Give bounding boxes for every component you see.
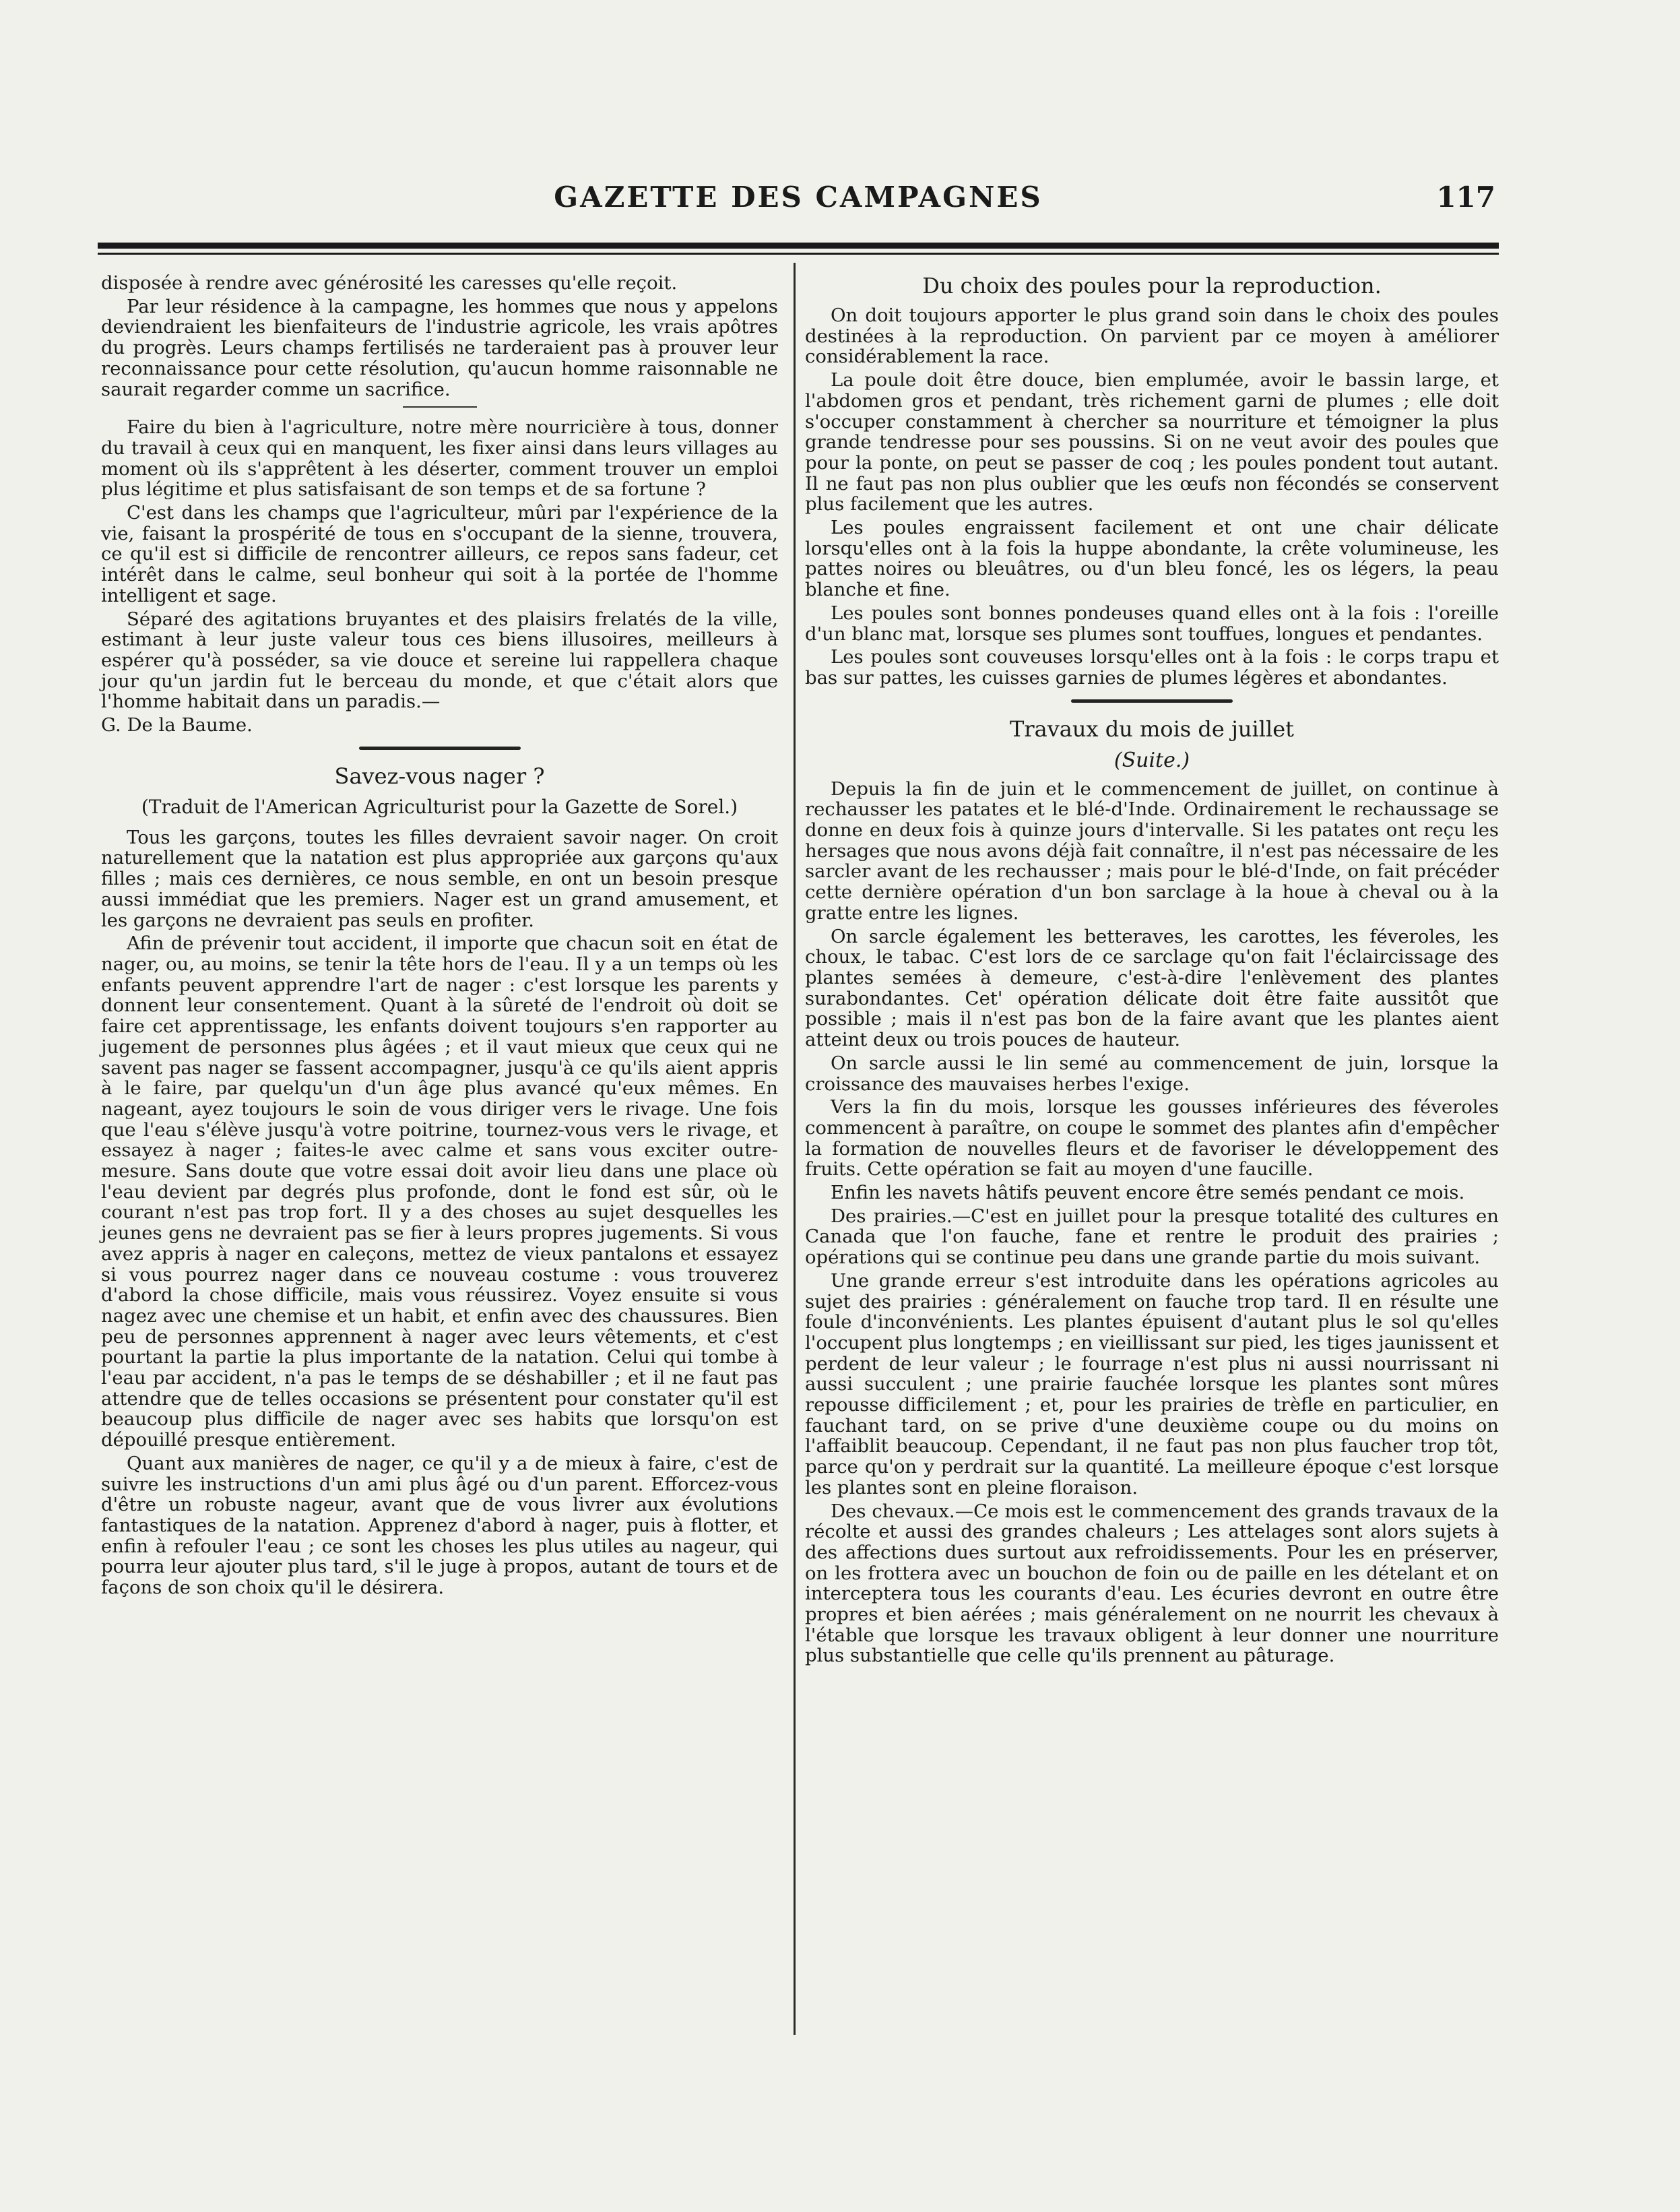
paragraph: C'est dans les champs que l'agriculteur, mûri par l'expérience de la vie, faisant la prospérité de tous en s'occupant de la sienne, trouvera, ce qu'il est si difficile de rencontrer ailleurs, ce repos sans fadeur, cet intérêt dans le calme, seul bonheur qui soit à la portée de l'homme intelligent et sage. (101, 502, 778, 606)
paragraph: Des chevaux.—Ce mois est le commencement des grands travaux de la récolte et aussi des grandes chaleurs ; Les attelages sont alors sujets à des affections dues surtout aux refroidissements. Pour les en préserver, on les frottera avec un bouchon de foin ou de paille en les dételant et on interceptera tous les courants d'eau. Les écuries devront en outre être propres et bien aérées ; mais généralement on ne nourrit les chevaux à l'étable que lorsque les travaux obligent à leur donner une nourriture plus substantielle que celle qu'ils prennent au pâturage. (805, 1500, 1499, 1667)
paragraph: On sarcle également les betteraves, les carottes, les féveroles, les choux, le tabac. C'est lors de ce sarclage qu'on fait l'éclaircissage des plantes semées à demeure, c'est-à-dire l'enlèvement des plantes surabondantes. Cet' opération délicate doit être faite aussitôt que possible ; mais il n'est pas bon de la faire avant que les plantes aient atteint deux ou trois pouces de hauteur. (805, 925, 1499, 1051)
ornamental-divider (359, 747, 521, 750)
header-rule-thin (98, 253, 1499, 255)
paragraph: La poule doit être douce, bien emplumée, avoir le bassin large, et l'abdomen gros et pendant, très richement garni de plumes ; elle doit s'occuper constamment à chercher sa nourriture et témoigner la plus grande tendresse pour ses poussins. Si on ne veut avoir des poules que pour la ponte, on peut se passer de coq ; les poules pondent tout autant. Il ne faut pas non plus oublier que les œufs non fécondés se conservent plus facilement que les autres. (805, 369, 1499, 515)
signature: G. De la Baume. (101, 714, 253, 736)
article-title: Savez-vous nager ? (334, 763, 545, 789)
page-number: 117 (1436, 181, 1495, 214)
paragraph: Afin de prévenir tout accident, il importe que chacun soit en état de nager, ou, au moins, se tenir la tête hors de l'eau. Il y a un temps où les enfants peuvent apprendre l'art de nager : c'est lorsque les parents y donnent leur consentement. Quant à la sûreté de l'endroit où doit se faire cet apprentissage, les enfants doivent toujours s'en rapporter au jugement de personnes plus âgées ; et il vaut mieux que ceux qui ne savent pas nager se fassent accompagner, jusqu'à ce qu'ils aient appris à le faire, par quelqu'un d'un âge plus avancé qu'eux mêmes. En nageant, ayez toujours le soin de vous diriger vers le rivage. Une fois que l'eau s'élève jusqu'à votre poitrine, tournez-vous vers le rivage, et essayez à nager ; faites-le avec calme et sans vous exciter outre-mesure. Sans doute que votre essai doit avoir lieu dans une place où l'eau devient par degrés plus profonde, dont le fond est sûr, où le courant n'est pas trop fort. Il y a des choses au sujet desquelles les jeunes gens ne devraient pas se fier à leurs propres jugements. Si vous avez appris à nager en caleçons, mettez de vieux pantalons et essayez si vous pourrez nager dans ce nouveau costume : vous trouverez d'abord la chose difficile, mais vous réussirez. Voyez ensuite si vous nagez avec une chemise et un habit, et enfin avec des chaussures. Bien peu de personnes apprennent à nager avec leurs vêtements, et c'est pourtant la partie la plus importante de la natation. Celui qui tombe à l'eau par accident, n'a pas le temps de se déshabiller ; et il ne faut pas attendre que de telles occasions se présentent pour constater qu'il est beaucoup plus difficile de nager avec ses habits que lorsqu'on est dépouillé presque entièrement. (101, 933, 778, 1451)
article-subtitle: (Suite.) (1113, 748, 1190, 772)
paragraph: Les poules engraissent facilement et ont une chair délicate lorsqu'elles ont à la fois la huppe abondante, la crête volumineuse, les pattes noires ou bleuâtres, ou d'un bleu foncé, les os légers, la peau blanche et fine. (805, 517, 1499, 601)
divider (403, 406, 477, 408)
paragraph: Les poules sont bonnes pondeuses quand elles ont à la fois : l'oreille d'un blanc mat, lorsque ses plumes sont touffues, longues et pendantes. (805, 602, 1499, 645)
paragraph: Depuis la fin de juin et le commencement de juillet, on continue à rechausser les patates et le blé-d'Inde. Ordinairement le rechaussage se donne en deux fois à quinze jours d'intervalle. Si les patates ont reçu les hersages que nous avons déjà fait connaître, il n'est pas nécessaire de les sarcler avant de les rechausser ; mais pour le blé-d'Inde, on fait précéder cette dernière opération d'un bon sarclage à la houe à cheval ou à la gratte entre les lignes. (805, 778, 1499, 924)
article-title: Travaux du mois de juillet (1009, 716, 1295, 742)
paragraph: Faire du bien à l'agriculture, notre mère nourricière à tous, donner du travail à ceux qui en manquent, les fixer ainsi dans leurs villages au moment où ils s'apprêtent à les déserter, comment trouver un emploi plus légitime et plus satisfaisant de son temps et de sa fortune ? (101, 416, 778, 501)
paragraph: Quant aux manières de nager, ce qu'il y a de mieux à faire, c'est de suivre les instructions d'un ami plus âgé ou d'un parent. Efforcez-vous d'être un robuste nageur, avant que de vous livrer aux évolutions fantastiques de la natation. Apprenez d'abord à nager, puis à flotter, et enfin à refouler l'eau ; ce sont les choses les plus utiles au nageur, qui pourra leur ajouter plus tard, s'il le juge à propos, autant de tours et de façons de son choix qu'il le désirera. (101, 1452, 778, 1599)
right-column (805, 273, 1499, 1669)
left-column (101, 273, 778, 1601)
paragraph: On sarcle aussi le lin semé au commencement de juin, lorsque la croissance des mauvaises herbes l'exige. (805, 1052, 1499, 1095)
article-title: Du choix des poules pour la reproduction. (922, 273, 1382, 298)
paragraph: Enfin les navets hâtifs peuvent encore être semés pendant ce mois. (831, 1182, 1465, 1204)
paragraph: Tous les garçons, toutes les filles devraient savoir nager. On croit naturellement que la natation est plus appropriée aux garçons qu'aux filles ; mais ces dernières, ce nous semble, en ont un besoin presque aussi immédiat que les premiers. Nager est un grand amusement, et les garçons ne devraient pas seuls en profiter. (101, 826, 778, 931)
paragraph: On doit toujours apporter le plus grand soin dans le choix des poules destinées à la reproduction. On parvient par ce moyen à améliorer considérablement la race. (805, 305, 1499, 368)
paragraph: Vers la fin du mois, lorsque les gousses inférieures des féveroles commencent à paraître, on coupe le sommet des plantes afin d'empêcher la formation de nouvelles fleurs et de favoriser le développement des fruits. Cette opération se fait au moyen d'une faucille. (805, 1096, 1499, 1180)
column-divider (794, 263, 796, 2035)
paragraph: Séparé des agitations bruyantes et des plaisirs frelatés de la ville, estimant à leur juste valeur tous ces biens illusoires, meilleurs à espérer qu'à posséder, sa vie douce et sereine lui rappellera chaque jour qu'un jardin fut le berceau du monde, et que c'était alors que l'homme habitait dans un paradis.— (101, 608, 778, 713)
paragraph: Les poules sont couveuses lorsqu'elles ont à la fois : le corps trapu et bas sur pattes, les cuisses garnies de plumes légères et abondantes. (805, 646, 1499, 689)
page-header (101, 181, 1495, 221)
running-title: GAZETTE DES CAMPAGNES (554, 181, 1043, 214)
ornamental-divider (1071, 699, 1233, 703)
paragraph: Des prairies.—C'est en juillet pour la presque totalité des cultures en Canada que l'on fauche, fane et rentre le produit des prairies ; opérations qui se continue peu dans une grande partie du mois suivant. (805, 1205, 1499, 1269)
paragraph: disposée à rendre avec générosité les caresses qu'elle reçoit. (101, 272, 678, 294)
header-rule-thick (98, 243, 1499, 249)
article-subtitle: (Traduit de l'American Agriculturist pour la Gazette de Sorel.) (141, 795, 738, 818)
paragraph: Une grande erreur s'est introduite dans les opérations agricoles au sujet des prairies : généralement on fauche trop tard. Il en résulte une foule d'inconvénients. Les plantes épuisent d'autant plus le sol qu'elles l'occupent plus longtemps ; en vieillissant sur pied, les tiges jaunissent et perdent de leur valeur ; le fourrage n'est plus ni aussi nourrissant ni aussi succulent ; une prairie fauchée lorsque les plantes sont mûres repousse difficilement ; et, pour les prairies de trèfle en particulier, en fauchant tard, on se prive d'une deuxième coupe ou du moins on l'affaiblit beaucoup. Cependant, il ne faut pas non plus faucher trop tôt, parce qu'on y perdrait sur la quantité. La meilleure époque c'est lorsque les plantes sont en pleine floraison. (805, 1269, 1499, 1498)
paragraph: Par leur résidence à la campagne, les hommes que nous y appelons deviendraient les bienfaiteurs de l'industrie agricole, les vrais apôtres du progrès. Leurs champs fertilisés ne tarderaient pas à prouver leur reconnaissance pour cette résolution, qu'aucun homme raisonnable ne saurait regarder comme un sacrifice. (101, 295, 778, 400)
